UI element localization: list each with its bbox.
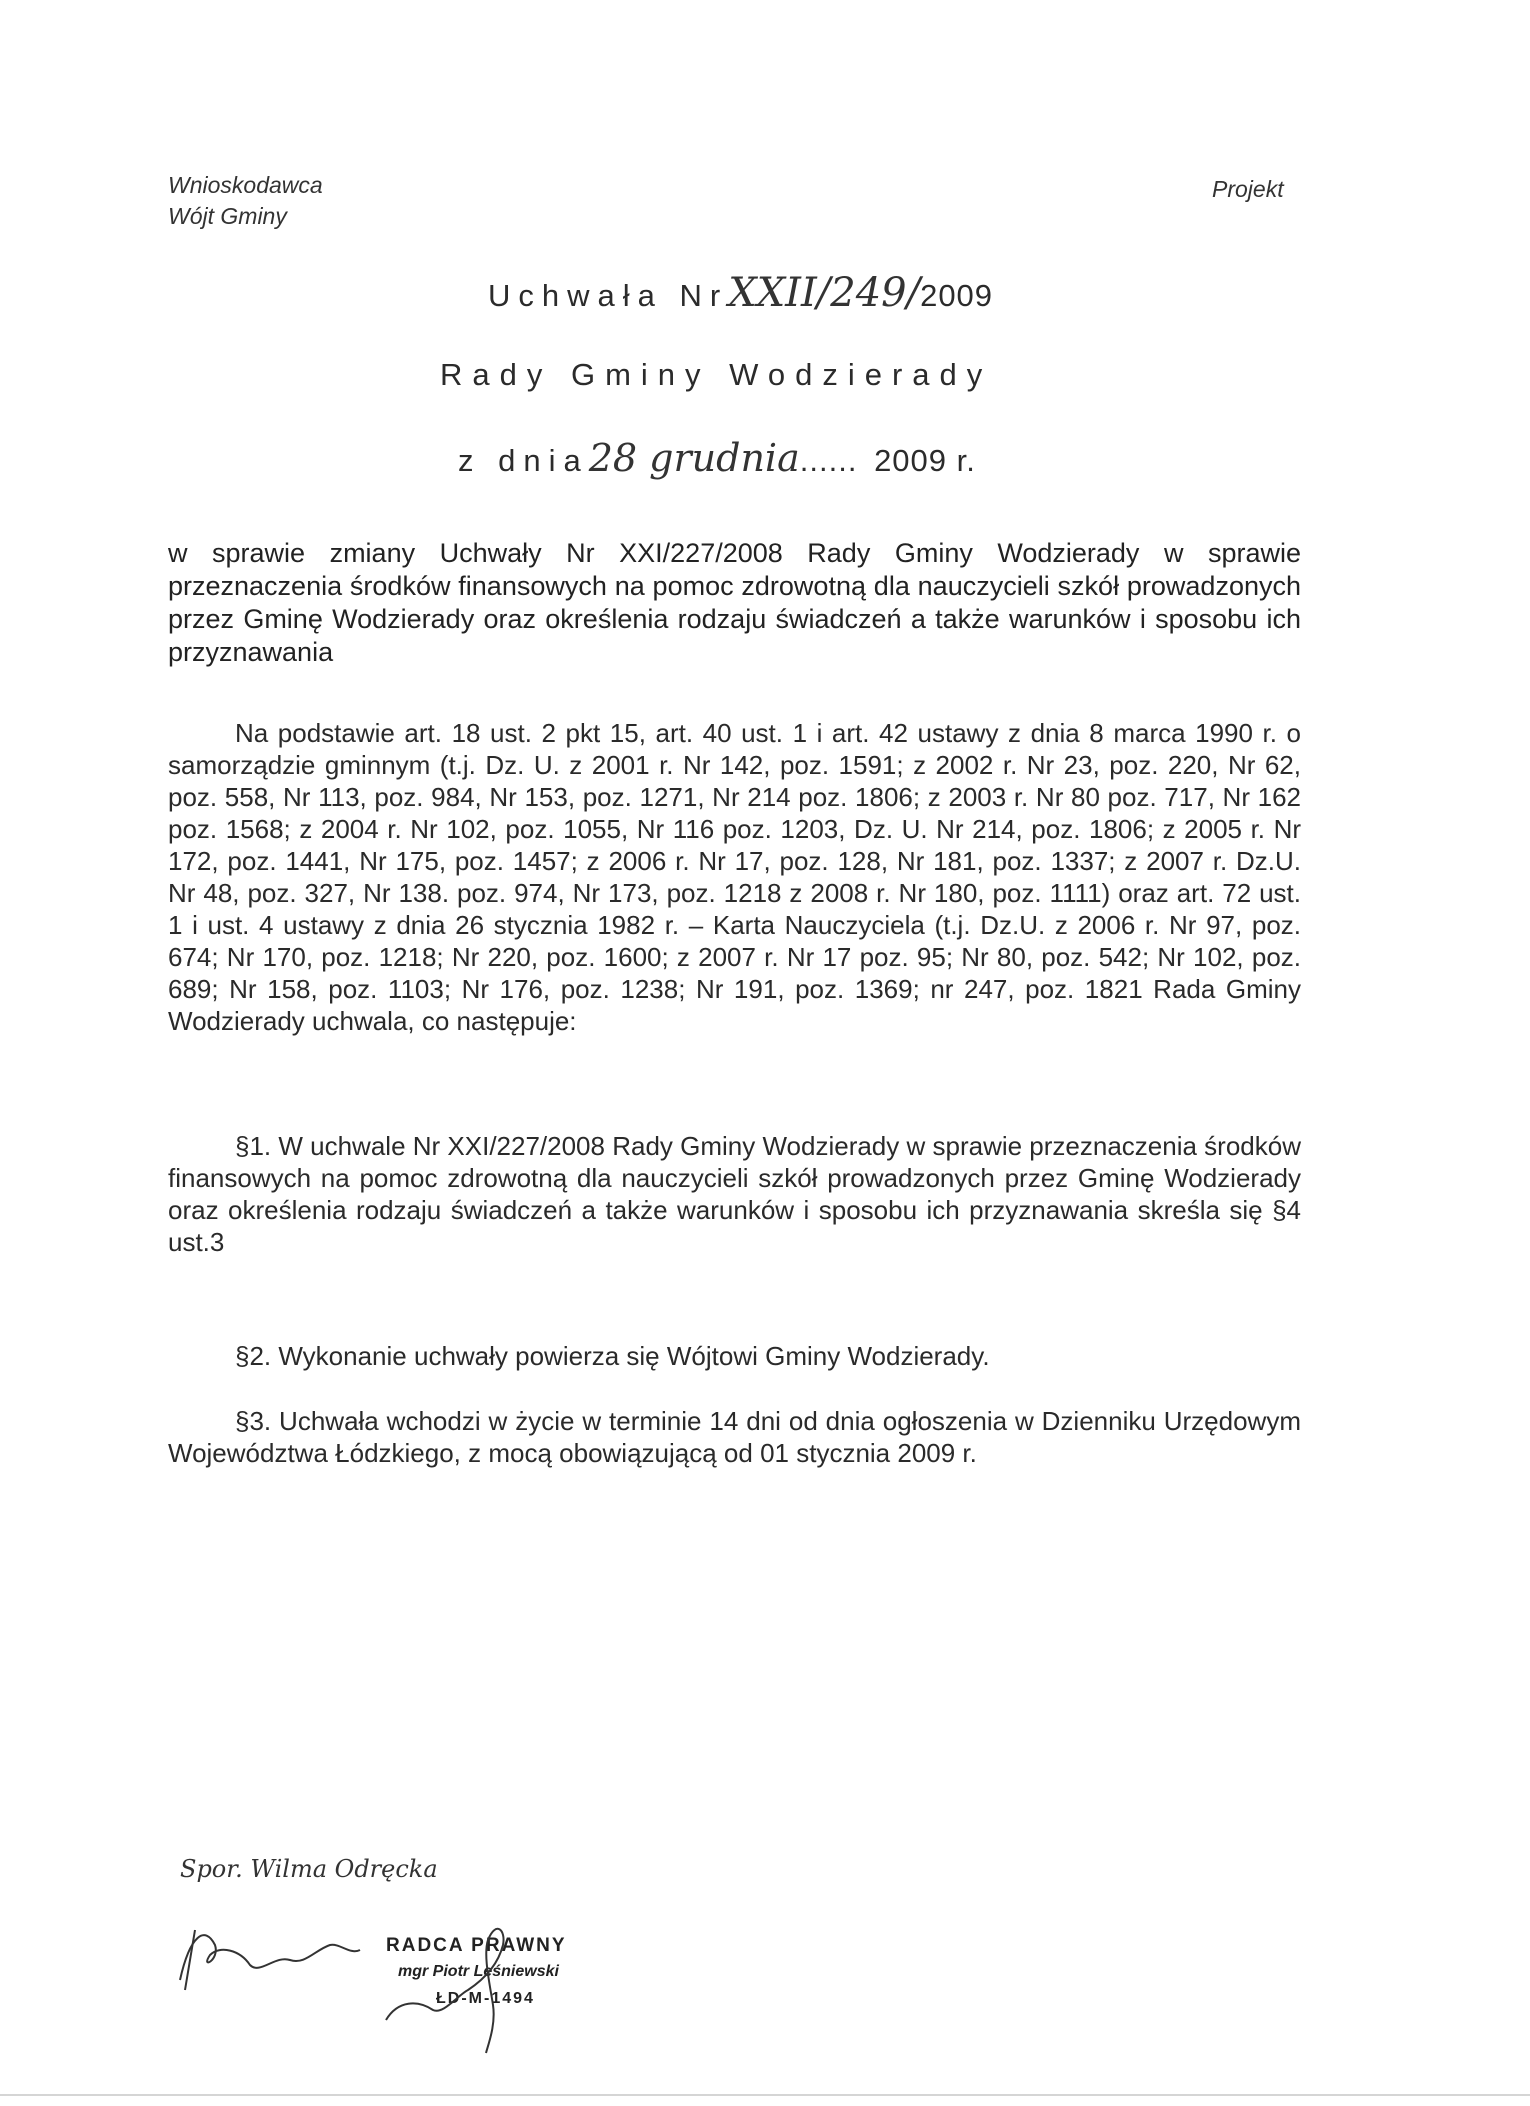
- paragraph-1: §1. W uchwale Nr XXI/227/2008 Rady Gminy Wodzierady w sprawie przeznaczenia środków finansowych na pomoc zdrowotną dla nauczycieli szkół prowadzonych przez Gminę Wodzierady oraz określenia rodzaju świadczeń a także warunków i sposobu ich przyznawania skreśla się §4 ust.3: [168, 1131, 1301, 1257]
- project-label: Projekt: [1212, 176, 1284, 202]
- date-handwritten: 28 grudnia: [588, 436, 800, 480]
- paragraph-2: §2. Wykonanie uchwały powierza się Wójtowi Gminy Wodzierady.: [235, 1341, 990, 1371]
- resolution-number-prefix: Uchwała Nr: [488, 278, 729, 313]
- date-suffix: 2009 r.: [874, 443, 976, 478]
- resolution-subject: w sprawie zmiany Uchwały Nr XXI/227/2008 Rady Gminy Wodzierady w sprawie przeznaczenia środków finansowych na pomoc zdrowotną dla nauczycieli szkół prowadzonych przez Gminę Wodzierady oraz określenia rodzaju świadczeń a także warunków i sposobu ich przyznawania: [168, 538, 1301, 667]
- resolution-date-line: [458, 436, 976, 480]
- stamp-number: ŁD-M-1494: [436, 1990, 535, 2007]
- applicant-label: Wnioskodawca: [168, 172, 323, 198]
- scan-edge-line: [0, 2094, 1530, 2096]
- legal-basis-paragraph: Na podstawie art. 18 ust. 2 pkt 15, art. 40 ust. 1 i art. 42 ustawy z dnia 8 marca 1990 r. o samorządzie gminnym (t.j. Dz. U. z 2001 r. Nr 142, poz. 1591; z 2002 r. Nr 23, poz. 220, Nr 62, poz. 558, Nr 113, poz. 984, Nr 153, poz. 1271, Nr 214 poz. 1806; z 2003 r. Nr 80 poz. 717, Nr 162 poz. 1568; z 2004 r. Nr 102, poz. 1055, Nr 116 poz. 1203, Dz. U. Nr 214, poz. 1806; z 2005 r. Nr 172, poz. 1441, Nr 175, poz. 1457; z 2006 r. Nr 17, poz. 128, Nr 181, poz. 1337; z 2007 r. Dz.U. Nr 48, poz. 327, Nr 138. poz. 974, Nr 173, poz. 1218 z 2008 r. Nr 180, poz. 1111) oraz art. 72 ust. 1 i ust. 4 ustawy z dnia 26 stycznia 1982 r. – Karta Nauczyciela (t.j. Dz.U. z 2006 r. Nr 97, poz. 674; Nr 170, poz. 1218; Nr 220, poz. 1600; z 2007 r. Nr 17 poz. 95; Nr 80, poz. 542; Nr 102, poz. 689; Nr 158, poz. 1103; Nr 176, poz. 1238; Nr 191, poz. 1369; nr 247, poz. 1821 Rada Gminy Wodzierady uchwala, co następuje:: [168, 718, 1301, 1036]
- resolution-number-handwritten: XXII/249/: [728, 270, 921, 316]
- signature-mark: [160, 1915, 370, 1995]
- stamp-name: mgr Piotr Leśniewski: [398, 1963, 559, 1980]
- paragraph-3: §3. Uchwała wchodzi w życie w terminie 14 dni od dnia ogłoszenia w Dzienniku Urzędowym Województwa Łódzkiego, z mocą obowiązującą od 01 stycznia 2009 r.: [168, 1406, 1301, 1468]
- date-dots: ......: [799, 443, 858, 478]
- applicant-name: Wójt Gminy: [168, 203, 287, 229]
- stamp-signature-stroke: [378, 1905, 598, 2055]
- resolution-year: 2009: [920, 278, 994, 313]
- stamp-title: RADCA PRAWNY: [386, 1935, 567, 1956]
- council-name: Rady Gminy Wodzierady: [440, 357, 993, 392]
- handwritten-note: Spor. Wilma Odręcka: [180, 1855, 438, 1883]
- date-prefix: z dnia: [458, 443, 589, 478]
- resolution-number-line: [488, 270, 993, 316]
- applicant-block: [168, 170, 323, 232]
